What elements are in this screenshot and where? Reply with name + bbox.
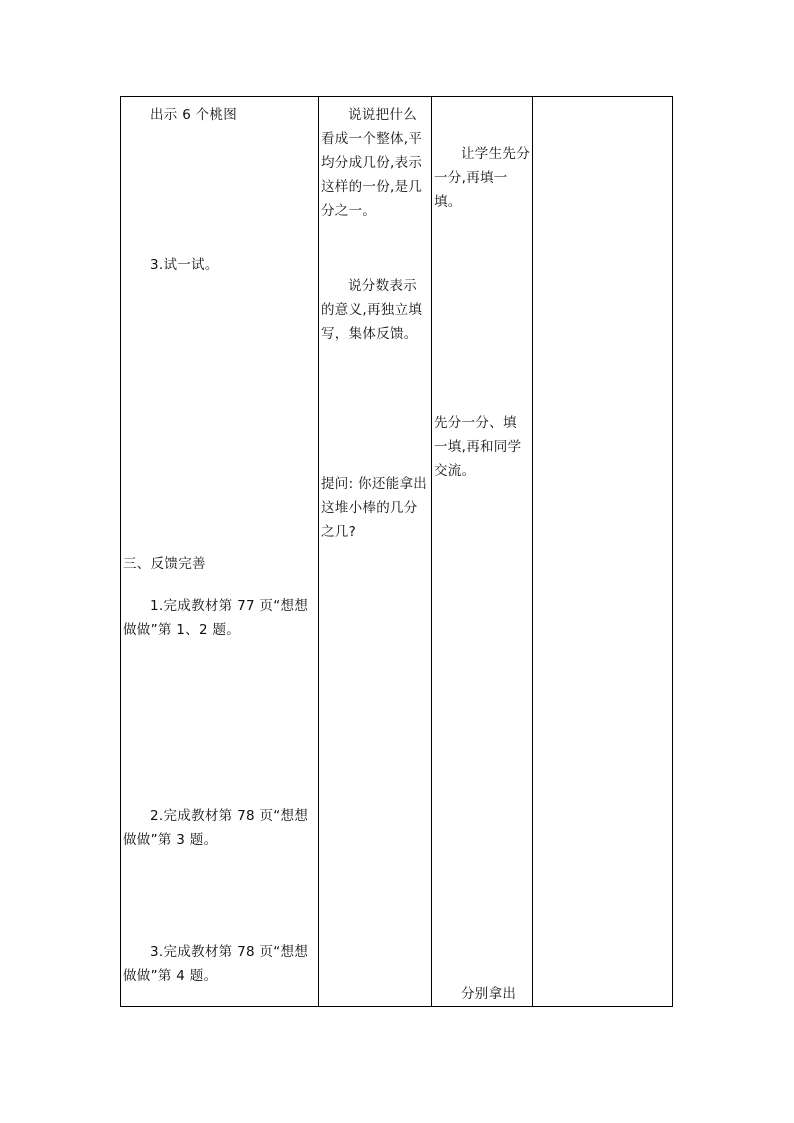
activity-text-2: 说分数表示的意义,再独立填写，集体反馈。 [321,278,423,342]
column-student-activity [319,97,431,1006]
activity-text-3: 提问: 你还能拿出这堆小棒的几分之几? [321,476,428,540]
column-design-intent [432,97,532,1006]
task-2-text: 2.完成教材第 78 页“想想做做”第 3 题。 [123,808,309,848]
intent-text-2: 先分一分、填一填,再和同学交流。 [434,415,522,479]
column-teaching-process [121,97,318,1006]
task-1-text: 1.完成教材第 77 页“想想做做”第 1、2 题。 [123,598,309,638]
activity-text-1: 说说把什么看成一个整体,平均分成几份,表示这样的一份,是几分之一。 [321,107,423,219]
intent-text-3: 分别拿出 [461,986,517,1002]
show-peach-text: 出示 6 个桃图 [150,107,238,123]
lesson-plan-table [120,96,673,1007]
try-it-text: 3.试一试。 [150,257,219,273]
intent-text-1: 让学生先分一分,再填一填。 [434,146,530,210]
task-3-text: 3.完成教材第 78 页“想想做做”第 4 题。 [123,944,309,984]
section-title: 三、反馈完善 [123,556,206,572]
column-notes-empty [533,97,673,1006]
